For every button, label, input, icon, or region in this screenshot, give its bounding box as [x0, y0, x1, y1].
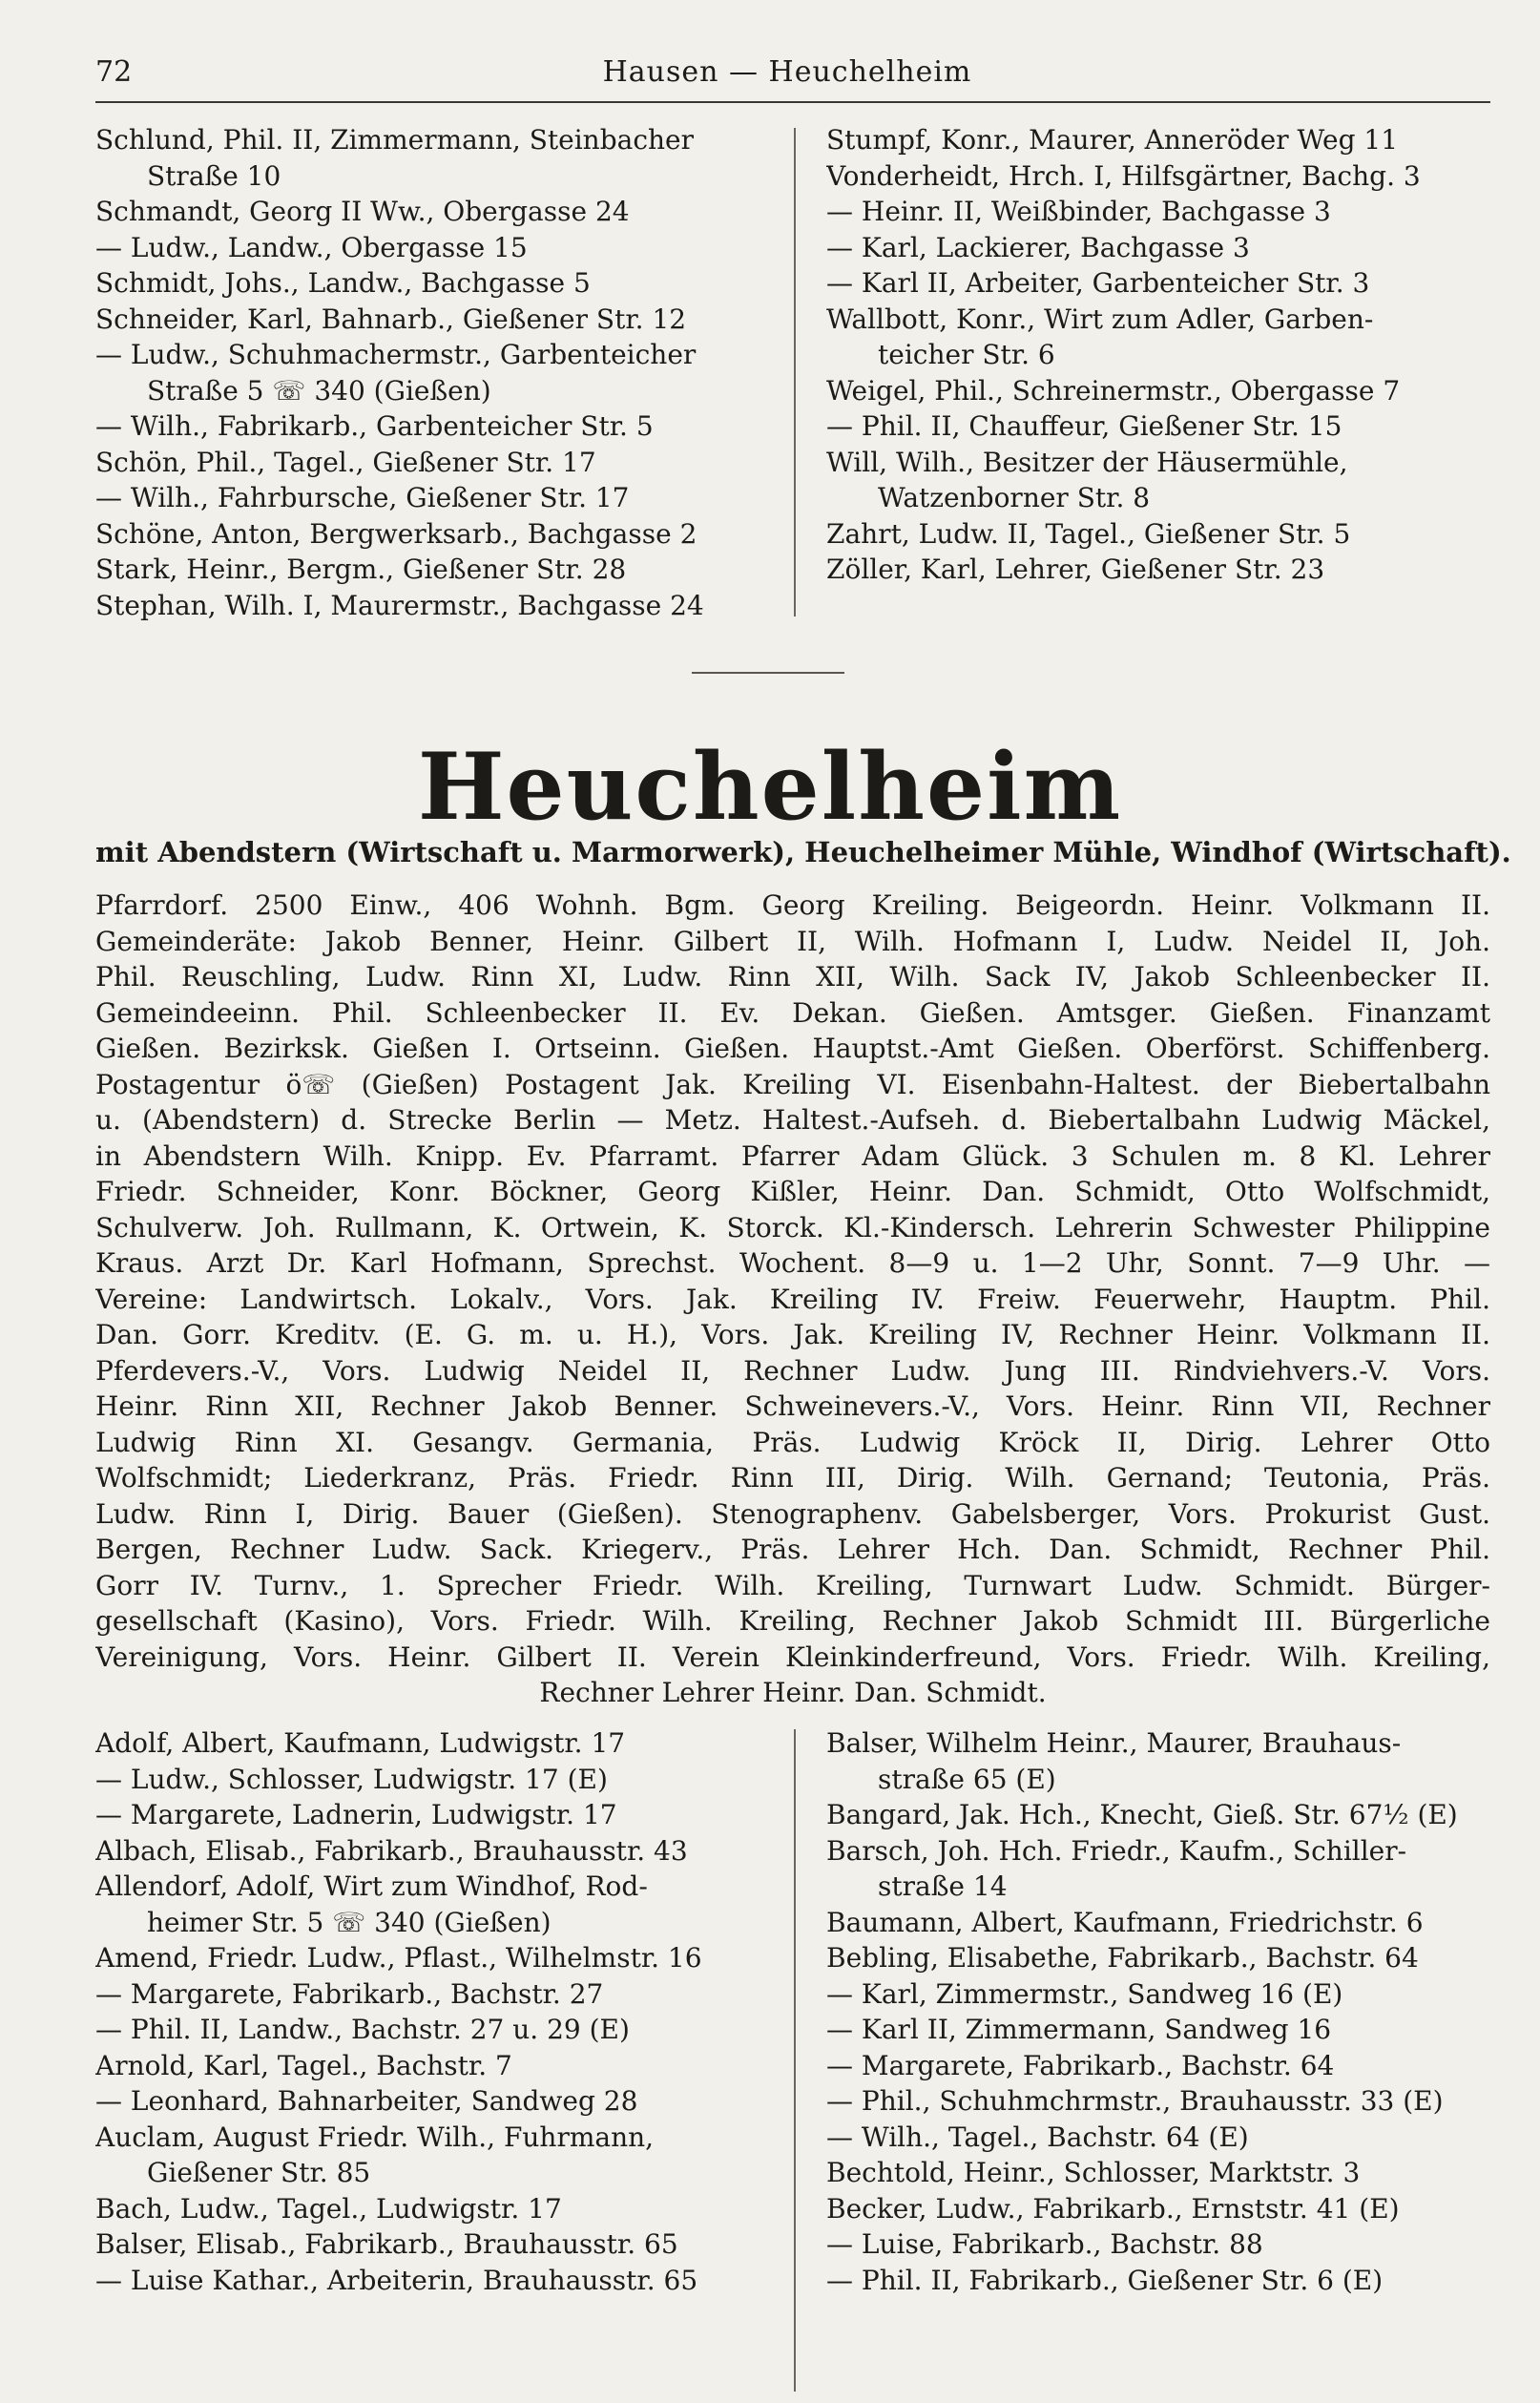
list-item: — Wilh., Tagel., Bachstr. 64 (E): [826, 2121, 1249, 2153]
list-item: Barsch, Joh. Hch. Friedr., Kaufm., Schiller-: [826, 1834, 1407, 1867]
list-item: Stumpf, Konr., Maurer, Anneröder Weg 11: [826, 124, 1399, 156]
list-item: Schmidt, Johs., Landw., Bachgasse 5: [95, 267, 591, 299]
info-line: Gorr IV. Turnv., 1. Sprecher Friedr. Wilh. Kreiling, Turnwart Ludw. Schmidt. Bürger-: [95, 1569, 1490, 1601]
list-item: Zöller, Karl, Lehrer, Gießener Str. 23: [826, 554, 1325, 585]
list-item: Arnold, Karl, Tagel., Bachstr. 7: [95, 2049, 512, 2081]
town-info-paragraph: [95, 888, 1490, 1711]
list-item: Allendorf, Adolf, Wirt zum Windhof, Rod-: [95, 1870, 648, 1902]
info-line: Ludw. Rinn I, Dirig. Bauer (Gießen). Stenographenv. Gabelsberger, Vors. Prokurist Gust.: [95, 1497, 1490, 1530]
list-item: Bechtold, Heinr., Schlosser, Marktstr. 3: [826, 2157, 1361, 2188]
list-item: — Ludw., Landw., Obergasse 15: [95, 231, 528, 263]
list-item: — Margarete, Fabrikarb., Bachstr. 64: [826, 2049, 1335, 2081]
info-line: Gießen. Bezirksk. Gießen I. Ortseinn. Gießen. Hauptst.-Amt Gießen. Oberförst. Schiffenberg.: [95, 1033, 1490, 1064]
info-line: Pfarrdorf. 2500 Einw., 406 Wohnh. Bgm. Georg Kreiling. Beigeordn. Heinr. Volkmann II.: [95, 889, 1490, 921]
list-item: straße 14: [878, 1870, 1008, 1902]
list-item: Zahrt, Ludw. II, Tagel., Gießener Str. 5: [826, 517, 1351, 550]
list-item: heimer Str. 5 ☏ 340 (Gießen): [147, 1906, 551, 1938]
list-item: Schlund, Phil. II, Zimmermann, Steinbacher: [95, 124, 695, 156]
list-item: Albach, Elisab., Fabrikarb., Brauhausstr. 43: [95, 1834, 688, 1867]
list-item: — Wilh., Fabrikarb., Garbenteicher Str. 5: [95, 410, 654, 442]
list-item: Balser, Wilhelm Heinr., Maurer, Brauhaus-: [826, 1727, 1402, 1759]
list-item: — Luise Kathar., Arbeiterin, Brauhausstr. 65: [95, 2264, 698, 2296]
list-item: — Karl, Lackierer, Bachgasse 3: [826, 231, 1250, 263]
list-item: — Ludw., Schuhmachermstr., Garbenteicher: [95, 339, 697, 370]
top-left-column: [95, 122, 775, 623]
list-item: — Phil., Schuhmchrmstr., Brauhausstr. 33 (E): [826, 2085, 1444, 2117]
page-number: 72: [95, 55, 133, 89]
bottom-left-column: [95, 1725, 775, 2298]
section-separator: [692, 672, 844, 674]
list-item: — Phil. II, Landw., Bachstr. 27 u. 29 (E): [95, 2014, 630, 2045]
list-item: — Wilh., Fahrbursche, Gießener Str. 17: [95, 482, 630, 513]
list-item: straße 65 (E): [878, 1763, 1056, 1795]
info-line: Gemeinderäte: Jakob Benner, Heinr. Gilbert II, Wilh. Hofmann I, Ludw. Neidel II, Joh.: [95, 925, 1490, 957]
list-item: Balser, Elisab., Fabrikarb., Brauhausstr. 65: [95, 2228, 678, 2260]
info-line: Heinr. Rinn XII, Rechner Jakob Benner. Schweinevers.-V., Vors. Heinr. Rinn VII, Rechner: [95, 1390, 1490, 1422]
section-subtitle: mit Abendstern (Wirtschaft u. Marmorwerk), Heuchelheimer Mühle, Windhof (Wirtschaft).: [95, 836, 1511, 868]
top-right-column: [826, 122, 1494, 588]
list-item: Baumann, Albert, Kaufmann, Friedrichstr. 6: [826, 1906, 1424, 1938]
info-line: Vereine: Landwirtsch. Lokalv., Vors. Jak. Kreiling IV. Freiw. Feuerwehr, Hauptm. Phil.: [95, 1283, 1490, 1315]
list-item: Stephan, Wilh. I, Maurermstr., Bachgasse 24: [95, 589, 704, 621]
info-line: Dan. Gorr. Kreditv. (E. G. m. u. H.), Vors. Jak. Kreiling IV, Rechner Heinr. Volkmann II.: [95, 1319, 1490, 1350]
list-item: Straße 10: [147, 159, 281, 192]
list-item: — Phil. II, Fabrikarb., Gießener Str. 6 (E): [826, 2264, 1384, 2296]
list-item: — Margarete, Fabrikarb., Bachstr. 27: [95, 1977, 604, 2010]
list-item: Stark, Heinr., Bergm., Gießener Str. 28: [95, 554, 627, 585]
running-head: Hausen — Heuchelheim: [602, 55, 972, 89]
list-item: Schöne, Anton, Bergwerksarb., Bachgasse 2: [95, 517, 697, 550]
list-item: — Karl II, Arbeiter, Garbenteicher Str. 3: [826, 267, 1370, 299]
list-item: Vonderheidt, Hrch. I, Hilfsgärtner, Bachg. 3: [826, 159, 1421, 192]
list-item: Schneider, Karl, Bahnarb., Gießener Str. 12: [95, 303, 687, 335]
info-line: gesellschaft (Kasino), Vors. Friedr. Wilh. Kreiling, Rechner Jakob Schmidt III. Bürgerliche: [95, 1605, 1490, 1637]
info-line: Postagentur ö☏ (Gießen) Postagent Jak. Kreiling VI. Eisenbahn-Haltest. der Biebertalbahn: [95, 1068, 1490, 1100]
info-line: in Abendstern Wilh. Knipp. Ev. Pfarramt. Pfarrer Adam Glück. 3 Schulen m. 8 Kl. Lehrer: [95, 1139, 1490, 1172]
info-line: Bergen, Rechner Ludw. Sack. Kriegerv., Präs. Lehrer Hch. Dan. Schmidt, Rechner Phil.: [95, 1534, 1490, 1565]
info-line: Friedr. Schneider, Konr. Böckner, Georg Kißler, Heinr. Dan. Schmidt, Otto Wolfschmidt,: [95, 1176, 1490, 1207]
list-item: — Luise, Fabrikarb., Bachstr. 88: [826, 2228, 1263, 2260]
info-line: Phil. Reuschling, Ludw. Rinn XI, Ludw. Rinn XII, Wilh. Sack IV, Jakob Schleenbecker II.: [95, 961, 1490, 993]
info-line: Wolfschmidt; Liederkranz, Präs. Friedr. Rinn III, Dirig. Wilh. Gernand; Teutonia, Präs.: [95, 1462, 1490, 1494]
list-item: Auclam, August Friedr. Wilh., Fuhrmann,: [95, 2121, 655, 2153]
list-item: — Heinr. II, Weißbinder, Bachgasse 3: [826, 196, 1331, 227]
list-item: — Leonhard, Bahnarbeiter, Sandweg 28: [95, 2085, 638, 2117]
list-item: Straße 5 ☏ 340 (Gießen): [147, 374, 491, 407]
list-item: — Ludw., Schlosser, Ludwigstr. 17 (E): [95, 1763, 608, 1795]
list-item: Amend, Friedr. Ludw., Pflast., Wilhelmstr. 16: [95, 1942, 702, 1974]
list-item: Bangard, Jak. Hch., Knecht, Gieß. Str. 67½ (E): [826, 1799, 1458, 1830]
column-divider: [794, 1729, 796, 2392]
list-item: — Karl II, Zimmermann, Sandweg 16: [826, 2014, 1332, 2045]
list-item: — Phil. II, Chauffeur, Gießener Str. 15: [826, 410, 1342, 442]
list-item: teicher Str. 6: [878, 339, 1055, 370]
list-item: Schön, Phil., Tagel., Gießener Str. 17: [95, 446, 596, 478]
bottom-right-column: [826, 1725, 1494, 2298]
list-item: Bach, Ludw., Tagel., Ludwigstr. 17: [95, 2192, 562, 2225]
info-line: Vereinigung, Vors. Heinr. Gilbert II. Verein Kleinkinderfreund, Vors. Friedr. Wilh. Kreiling,: [95, 1640, 1490, 1673]
list-item: Becker, Ludw., Fabrikarb., Ernststr. 41 (E): [826, 2192, 1400, 2225]
list-item: Schmandt, Georg II Ww., Obergasse 24: [95, 196, 630, 227]
info-line: u. (Abendstern) d. Strecke Berlin — Metz. Haltest.-Aufseh. d. Biebertalbahn Ludwig Mäckel,: [95, 1104, 1490, 1136]
list-item: Watzenborner Str. 8: [878, 482, 1151, 513]
info-line: Pferdevers.-V., Vors. Ludwig Neidel II, Rechner Ludw. Jung III. Rindviehvers.-V. Vors.: [95, 1354, 1490, 1387]
list-item: Adolf, Albert, Kaufmann, Ludwigstr. 17: [95, 1727, 626, 1759]
list-item: — Margarete, Ladnerin, Ludwigstr. 17: [95, 1799, 617, 1830]
page-header: [95, 55, 1479, 101]
info-line: Ludwig Rinn XI. Gesangv. Germania, Präs. Ludwig Kröck II, Dirig. Lehrer Otto: [95, 1426, 1490, 1458]
info-line: Schulverw. Joh. Rullmann, K. Ortwein, K. Storck. Kl.-Kindersch. Lehrerin Schwester Philippine: [95, 1211, 1490, 1243]
list-item: Will, Wilh., Besitzer der Häusermühle,: [826, 446, 1348, 478]
list-item: Wallbott, Konr., Wirt zum Adler, Garben-: [826, 303, 1374, 335]
header-rule: [95, 101, 1490, 103]
info-line: Kraus. Arzt Dr. Karl Hofmann, Sprechst. Wochent. 8—9 u. 1—2 Uhr, Sonnt. 7—9 Uhr. —: [95, 1247, 1490, 1279]
info-line: Rechner Lehrer Heinr. Dan. Schmidt.: [539, 1677, 1047, 1708]
info-line: Gemeindeeinn. Phil. Schleenbecker II. Ev. Dekan. Gießen. Amtsger. Gießen. Finanzamt: [95, 996, 1490, 1029]
list-item: — Karl, Zimmermstr., Sandweg 16 (E): [826, 1977, 1343, 2010]
list-item: Weigel, Phil., Schreinermstr., Obergasse 7: [826, 374, 1401, 407]
section-title: Heuchelheim: [417, 733, 1123, 841]
list-item: Bebling, Elisabethe, Fabrikarb., Bachstr. 64: [826, 1942, 1419, 1974]
list-item: Gießener Str. 85: [147, 2157, 371, 2188]
column-divider: [794, 128, 796, 616]
